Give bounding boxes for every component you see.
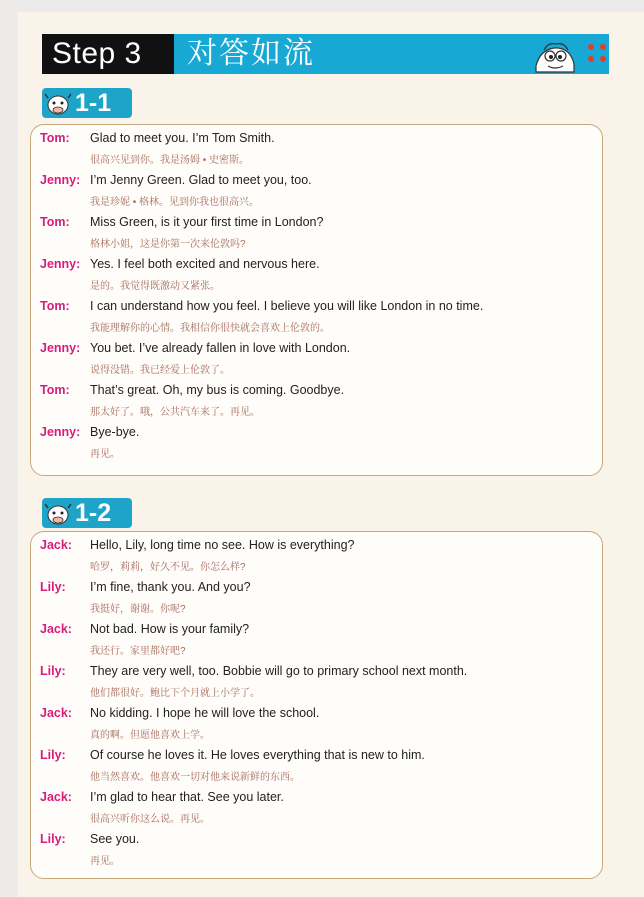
chinese-translation: 很高兴听你这么说。再见。 [90,814,210,825]
dialogue-line [31,169,602,211]
english-text: Glad to meet you. I’m Tom Smith. [90,131,275,145]
dialogue-line [31,127,602,169]
dialogue-line [31,786,602,828]
english-text: Not bad. How is your family? [90,622,250,636]
section-tag-label: 1-1 [75,89,112,117]
cow-icon [44,90,72,116]
chinese-translation: 他们都很好。鲍比下个月就上小学了。 [90,688,260,699]
speaker-name: Tom: [40,215,70,229]
dialogue-line [31,337,602,379]
dialogue-line [31,211,602,253]
dialogue-line [31,744,602,786]
step-banner [42,34,609,74]
step-label: Step 3 [42,34,174,74]
english-text: You bet. I’ve already fallen in love with London. [90,341,351,355]
chinese-translation: 格林小姐，这是你第一次来伦敦吗? [90,239,246,250]
dialogue-line [31,618,602,660]
dialogue-line [31,253,602,295]
english-text: I’m fine, thank you. And you? [90,580,251,594]
english-text: Yes. I feel both excited and nervous here. [90,257,320,271]
section-tag-label: 1-2 [75,499,112,527]
chinese-translation: 他当然喜欢。他喜欢一切对他来说新鲜的东西。 [90,772,300,783]
speaker-name: Jenny: [40,341,81,355]
english-text: They are very well, too. Bobbie will go to primary school next month. [90,664,468,678]
speaker-name: Lily: [40,580,66,594]
section-tag-1-1 [42,88,132,118]
english-text: Bye-bye. [90,425,140,439]
chinese-translation: 再见。 [90,449,120,460]
chinese-translation: 哈罗，莉莉，好久不见。你怎么样? [90,562,246,573]
dialogue-box-1-1 [30,124,603,476]
speaker-name: Jack: [40,790,72,804]
english-text: Miss Green, is it your first time in London? [90,215,324,229]
chinese-translation: 我能理解你的心情。我相信你很快就会喜欢上伦敦的。 [90,323,330,334]
dialogue-line [31,295,602,337]
speaker-name: Lily: [40,664,66,678]
speaker-name: Jack: [40,622,72,636]
speaker-name: Tom: [40,299,70,313]
speaker-name: Jenny: [40,425,81,439]
speaker-name: Tom: [40,383,70,397]
chinese-translation: 真的啊。但愿他喜欢上学。 [90,730,210,741]
english-text: I can understand how you feel. I believe you will like London in no time. [90,299,484,313]
english-text: See you. [90,832,140,846]
speaker-name: Lily: [40,748,66,762]
speaker-name: Tom: [40,131,70,145]
chinese-translation: 我挺好，谢谢。你呢? [90,604,186,615]
chinese-translation: 说得没错。我已经爱上伦敦了。 [90,365,230,376]
english-text: Of course he loves it. He loves everything that is new to him. [90,748,425,762]
dialogue-line [31,421,602,463]
english-text: I’m Jenny Green. Glad to meet you, too. [90,173,312,187]
dialogue-line [31,702,602,744]
speaker-name: Jenny: [40,173,81,187]
chinese-translation: 那太好了。哦，公共汽车来了。再见。 [90,407,260,418]
cow-icon [44,500,72,526]
dialogue-line [31,576,602,618]
chinese-translation: 是的。我觉得既激动又紧张。 [90,281,220,292]
chinese-translation: 我还行。家里都好吧? [90,646,186,657]
speaker-name: Jack: [40,538,72,552]
english-text: I’m glad to hear that. See you later. [90,790,284,804]
dialogue-line [31,828,602,870]
speaker-name: Lily: [40,832,66,846]
dialogue-box-1-2 [30,531,603,879]
dialogue-line [31,660,602,702]
speaker-name: Jenny: [40,257,81,271]
english-text: That’s great. Oh, my bus is coming. Goodbye. [90,383,345,397]
english-text: Hello, Lily, long time no see. How is everything? [90,538,355,552]
chinese-translation: 我是珍妮 • 格林。见到你我也很高兴。 [90,197,260,208]
dialogue-line [31,534,602,576]
speaker-name: Jack: [40,706,72,720]
english-text: No kidding. I hope he will love the school. [90,706,320,720]
page [18,12,644,897]
step-title: 对答如流 [187,37,315,70]
section-tag-1-2 [42,498,132,528]
chinese-translation: 再见。 [90,856,120,867]
chinese-translation: 很高兴见到你。我是汤姆 • 史密斯。 [90,155,250,166]
dialogue-line [31,379,602,421]
mascot-face-icon [532,38,578,74]
dots-icon [588,44,608,64]
